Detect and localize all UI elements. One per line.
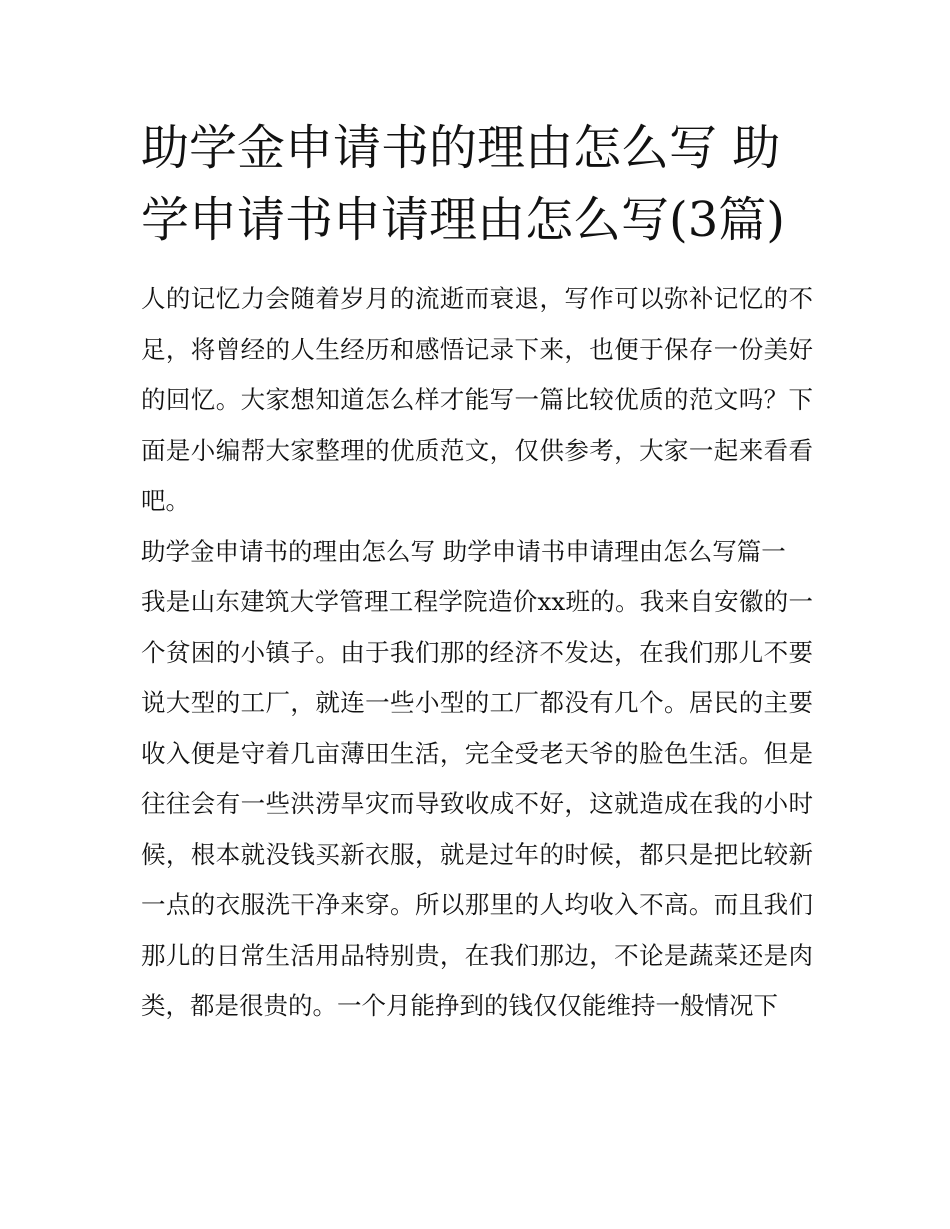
intro-paragraph: 人的记忆力会随着岁月的流逝而衰退，写作可以弥补记忆的不足，将曾经的人生经历和感悟记录下来，也便于保存一份美好的回忆。大家想知道怎么样才能写一篇比较优质的范文吗？下面是小编帮大家整理的优质范文，仅供参考，大家一起来看看吧。	[141, 284, 813, 515]
body-paragraph: 我是山东建筑大学管理工程学院造价xx班的。我来自安徽的一个贫困的小镇子。由于我们那的经济不发达，在我们那儿不要说大型的工厂，就连一些小型的工厂都没有几个。居民的主要收入便是守着几亩薄田生活，完全受老天爷的脸色生活。但是往往会有一些洪涝旱灾而导致收成不好，这就造成在我的小时候，根本就没钱买新衣服，就是过年的时候，都只是把比较新一点的衣服洗干净来穿。所以那里的人均收入不高。而且我们那儿的日常生活用品特别贵，在我们那边，不论是蔬菜还是肉类，都是很贵的。一个月能挣到的钱仅仅能维持一般情况下	[141, 587, 813, 1020]
document-content	[141, 112, 813, 1032]
document-title: 助学金申请书的理由怎么写 助学申请书申请理由怎么写(3篇)	[141, 120, 785, 248]
section-heading: 助学金申请书的理由怎么写 助学申请书申请理由怎么写篇一	[141, 536, 786, 566]
